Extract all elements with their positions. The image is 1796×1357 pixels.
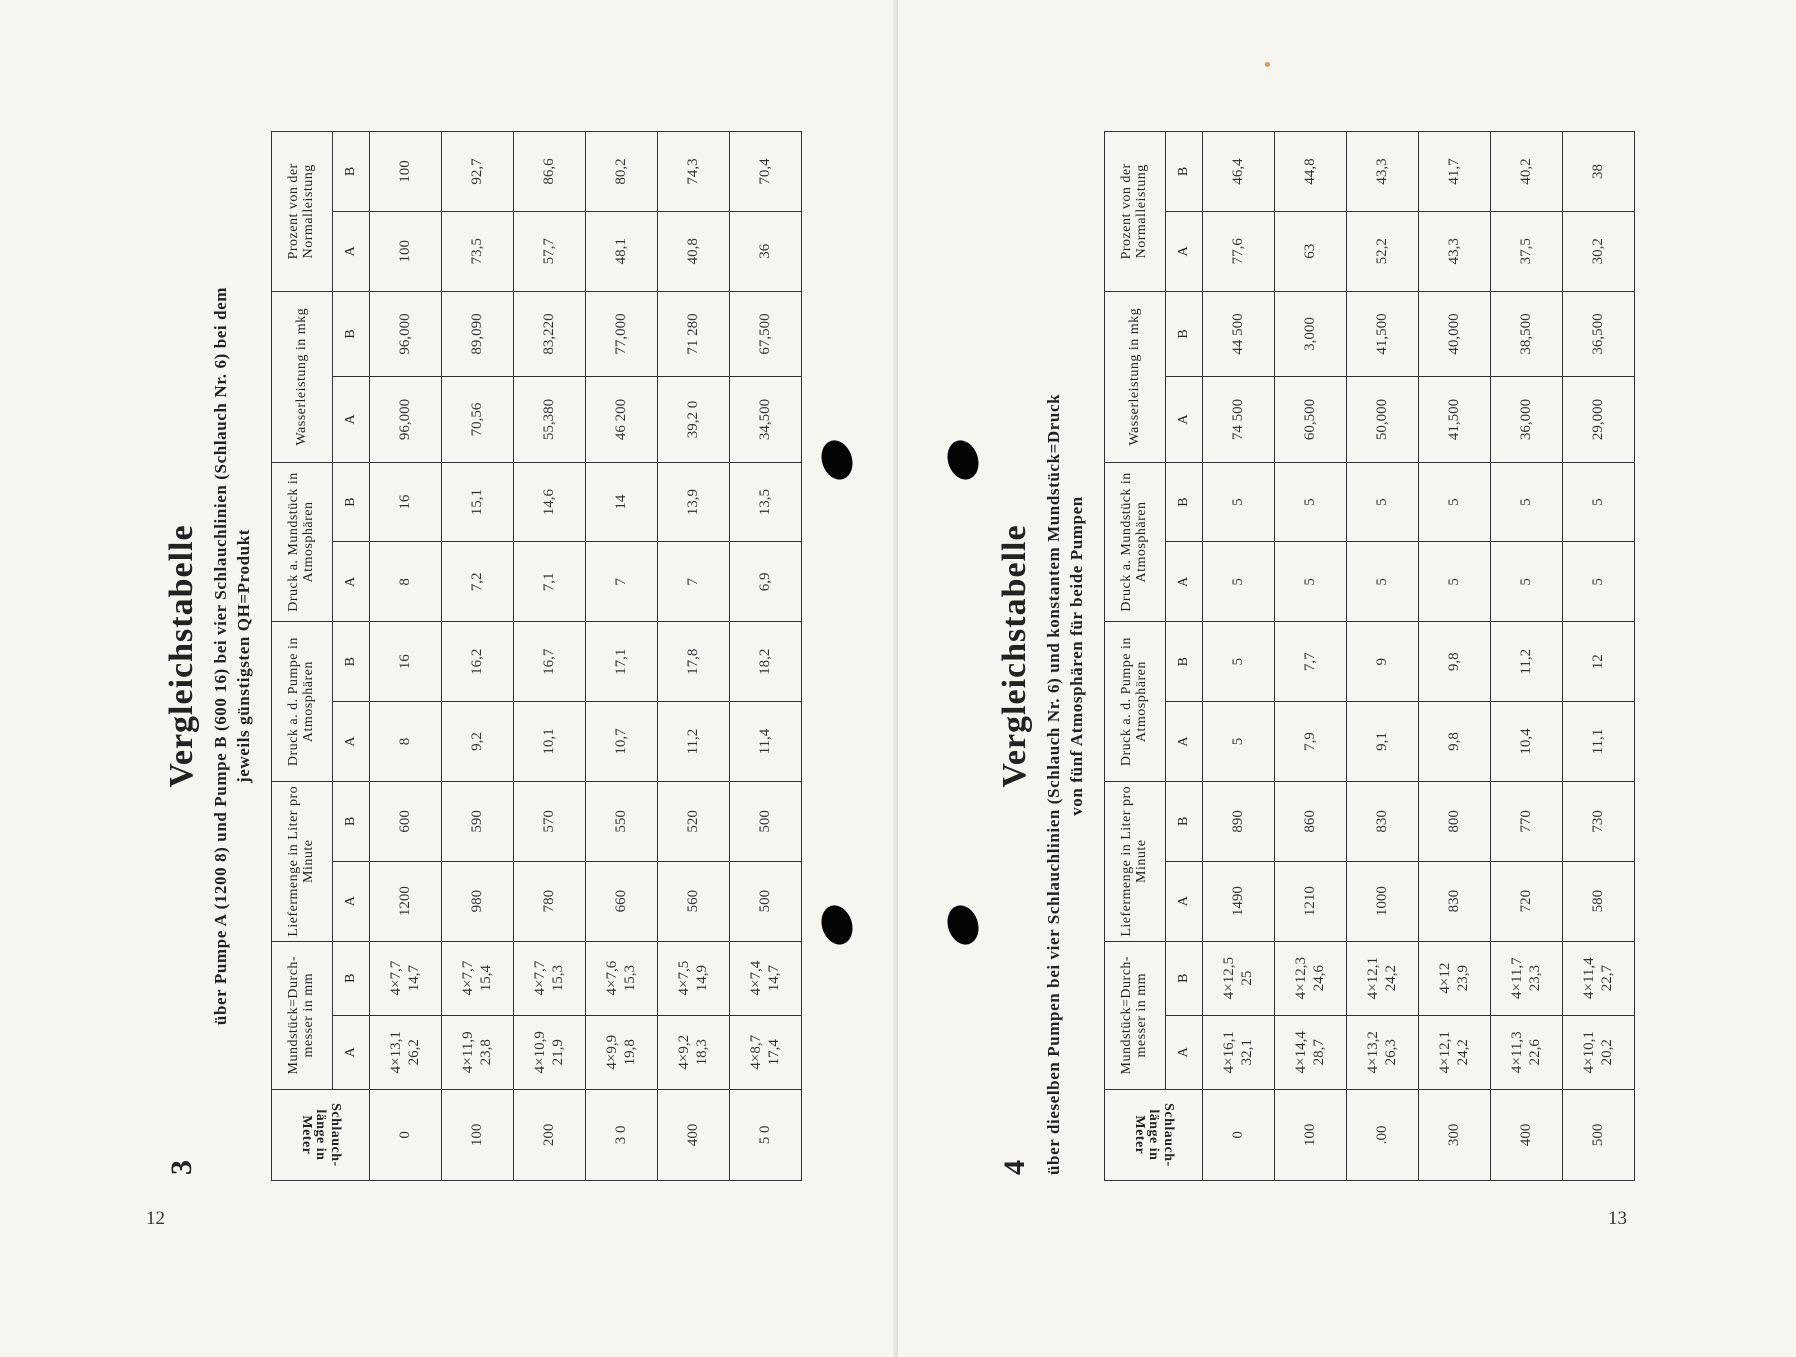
percent-header: Prozent von der Normalleistung <box>272 132 333 292</box>
nozzle-pressure-b-cell: 5 <box>1203 462 1275 542</box>
delivery-b-cell: 600 <box>370 781 442 861</box>
page-number: 12 <box>146 1208 165 1229</box>
col-a-header: A <box>333 542 370 622</box>
delivery-b-cell: 830 <box>1347 781 1419 861</box>
nozzle-pressure-b-cell: 5 <box>1347 462 1419 542</box>
hose-length-cell: 100 <box>1275 1089 1347 1180</box>
delivery-b-cell: 770 <box>1491 781 1563 861</box>
nozzle-a-cell: 4×12,1 24,2 <box>1419 1015 1491 1089</box>
hose-length-cell: 400 <box>1491 1089 1563 1180</box>
table-title: Vergleichstabelle <box>996 524 1033 788</box>
col-b-header: B <box>333 132 370 212</box>
delivery-a-cell: 980 <box>442 861 514 941</box>
percent-a-cell: 43,3 <box>1419 211 1491 291</box>
table-subtitle-2: jeweils günstigsten QH=Produkt <box>234 528 253 784</box>
hose-length-cell: 100 <box>442 1089 514 1180</box>
percent-b-cell: 46,4 <box>1203 132 1275 212</box>
col-a-header: A <box>333 861 370 941</box>
water-power-a-cell: 96,000 <box>370 377 442 463</box>
nozzle-a-cell: 4×8,7 17,4 <box>730 1015 802 1089</box>
nozzle-pressure-a-cell: 5 <box>1563 542 1635 622</box>
table-title: Vergleichstabelle <box>163 524 200 788</box>
delivery-b-cell: 550 <box>586 781 658 861</box>
water-power-b-cell: 44 500 <box>1203 291 1275 377</box>
water-power-b-cell: 40,000 <box>1419 291 1491 377</box>
pump-pressure-a-cell: 9,2 <box>442 702 514 782</box>
water-power-b-cell: 36,500 <box>1563 291 1635 377</box>
table-4-rotated <box>994 131 1624 1181</box>
comparison-table <box>1104 131 1635 1181</box>
col-b-header: B <box>333 622 370 702</box>
pump-pressure-a-cell: 7,9 <box>1275 702 1347 782</box>
water-power-a-cell: 55,380 <box>514 377 586 463</box>
col-b-header: B <box>333 781 370 861</box>
table-3-rotated <box>161 131 791 1181</box>
nozzle-b-cell: 4×12,3 24,6 <box>1275 941 1347 1015</box>
hose-length-cell: 200 <box>514 1089 586 1180</box>
nozzle-pressure-b-cell: 13,9 <box>658 462 730 542</box>
nozzle-a-cell: 4×13,2 26,3 <box>1347 1015 1419 1089</box>
percent-a-cell: 40,8 <box>658 211 730 291</box>
col-a-header: A <box>333 702 370 782</box>
col-b-header: B <box>333 291 370 377</box>
nozzle-b-cell: 4×11,7 23,3 <box>1491 941 1563 1015</box>
hose-length-cell: .00 <box>1347 1089 1419 1180</box>
nozzle-pressure-b-cell: 14,6 <box>514 462 586 542</box>
page-number: 13 <box>1608 1208 1627 1229</box>
water-power-a-cell: 50,000 <box>1347 377 1419 463</box>
col-a-header: A <box>1166 211 1203 291</box>
delivery-b-cell: 860 <box>1275 781 1347 861</box>
percent-a-cell: 30,2 <box>1563 211 1635 291</box>
pump-pressure-a-cell: 8 <box>370 702 442 782</box>
nozzle-pressure-a-cell: 5 <box>1419 542 1491 622</box>
percent-b-cell: 40,2 <box>1491 132 1563 212</box>
nozzle-pressure-b-cell: 5 <box>1491 462 1563 542</box>
water-power-a-cell: 74 500 <box>1203 377 1275 463</box>
percent-a-cell: 73,5 <box>442 211 514 291</box>
nozzle-b-cell: 4×7,4 14,7 <box>730 941 802 1015</box>
percent-b-cell: 38 <box>1563 132 1635 212</box>
pump-pressure-a-cell: 5 <box>1203 702 1275 782</box>
hose-length-cell: 400 <box>658 1089 730 1180</box>
table-number: 4 <box>998 1160 1031 1175</box>
right-page <box>898 0 1796 1357</box>
delivery-b-cell: 800 <box>1419 781 1491 861</box>
delivery-b-cell: 590 <box>442 781 514 861</box>
hose-length-cell: 300 <box>1419 1089 1491 1180</box>
pump-pressure-header: Druck a. d. Pumpe in Atmosphären <box>272 622 333 782</box>
nozzle-b-cell: 4×12 23,9 <box>1419 941 1491 1015</box>
table-number: 3 <box>165 1160 198 1175</box>
water-power-header: Wasserleistung in mkg <box>1105 291 1166 462</box>
percent-a-cell: 52,2 <box>1347 211 1419 291</box>
pump-pressure-b-cell: 16,2 <box>442 622 514 702</box>
nozzle-b-cell: 4×7,7 15,3 <box>514 941 586 1015</box>
water-power-b-cell: 77,000 <box>586 291 658 377</box>
nozzle-pressure-b-cell: 5 <box>1563 462 1635 542</box>
percent-a-cell: 48,1 <box>586 211 658 291</box>
col-b-header: B <box>1166 132 1203 212</box>
hose-length-cell: 500 <box>1563 1089 1635 1180</box>
hose-length-header: Schlauch- länge in Meter <box>272 1089 370 1180</box>
percent-b-cell: 70,4 <box>730 132 802 212</box>
nozzle-a-cell: 4×10,9 21,9 <box>514 1015 586 1089</box>
nozzle-b-cell: 4×7,6 15,3 <box>586 941 658 1015</box>
pump-pressure-b-cell: 16,7 <box>514 622 586 702</box>
nozzle-pressure-b-cell: 5 <box>1419 462 1491 542</box>
percent-b-cell: 80,2 <box>586 132 658 212</box>
nozzle-pressure-a-cell: 7,2 <box>442 542 514 622</box>
water-power-b-cell: 67,500 <box>730 291 802 377</box>
table-row <box>658 132 730 1181</box>
pump-pressure-b-cell: 12 <box>1563 622 1635 702</box>
delivery-b-cell: 730 <box>1563 781 1635 861</box>
paper-speck <box>1265 62 1270 67</box>
percent-a-cell: 63 <box>1275 211 1347 291</box>
delivery-a-cell: 1210 <box>1275 861 1347 941</box>
nozzle-pressure-b-cell: 13,5 <box>730 462 802 542</box>
col-a-header: A <box>1166 861 1203 941</box>
water-power-a-cell: 39,2 0 <box>658 377 730 463</box>
water-power-b-cell: 38,500 <box>1491 291 1563 377</box>
pump-pressure-a-cell: 11,1 <box>1563 702 1635 782</box>
nozzle-pressure-a-cell: 7,1 <box>514 542 586 622</box>
table-3-titlebar <box>161 131 271 1181</box>
water-power-header: Wasserleistung in mkg <box>272 291 333 462</box>
nozzle-pressure-b-cell: 15,1 <box>442 462 514 542</box>
table-row <box>1491 132 1563 1181</box>
water-power-a-cell: 41,500 <box>1419 377 1491 463</box>
punch-hole <box>817 901 858 948</box>
delivery-a-cell: 780 <box>514 861 586 941</box>
pump-pressure-b-cell: 18,2 <box>730 622 802 702</box>
col-b-header: B <box>1166 941 1203 1015</box>
table-row <box>514 132 586 1181</box>
delivery-a-cell: 830 <box>1419 861 1491 941</box>
nozzle-a-cell: 4×9,2 18,3 <box>658 1015 730 1089</box>
nozzle-b-cell: 4×12,5 25 <box>1203 941 1275 1015</box>
delivery-header: Liefermenge in Liter pro Minute <box>1105 781 1166 941</box>
delivery-a-cell: 580 <box>1563 861 1635 941</box>
col-a-header: A <box>1166 377 1203 463</box>
nozzle-pressure-a-cell: 7 <box>586 542 658 622</box>
percent-a-cell: 57,7 <box>514 211 586 291</box>
col-a-header: A <box>333 211 370 291</box>
nozzle-a-cell: 4×14,4 28,7 <box>1275 1015 1347 1089</box>
nozzle-a-cell: 4×16,1 32,1 <box>1203 1015 1275 1089</box>
nozzle-b-cell: 4×12,1 24,2 <box>1347 941 1419 1015</box>
nozzle-a-cell: 4×11,9 23,8 <box>442 1015 514 1089</box>
pump-pressure-a-cell: 10,1 <box>514 702 586 782</box>
water-power-a-cell: 70,56 <box>442 377 514 463</box>
percent-a-cell: 36 <box>730 211 802 291</box>
pump-pressure-a-cell: 9,8 <box>1419 702 1491 782</box>
col-b-header: B <box>1166 291 1203 377</box>
percent-b-cell: 44,8 <box>1275 132 1347 212</box>
percent-b-cell: 92,7 <box>442 132 514 212</box>
punch-hole <box>943 901 984 948</box>
delivery-b-cell: 890 <box>1203 781 1275 861</box>
punch-hole <box>943 436 984 483</box>
delivery-a-cell: 560 <box>658 861 730 941</box>
nozzle-pressure-a-cell: 7 <box>658 542 730 622</box>
table-row <box>370 132 442 1181</box>
nozzle-a-cell: 4×11,3 22,6 <box>1491 1015 1563 1089</box>
table-subtitle-1: über dieselben Pumpen bei vier Schlauchlinien (Schlauch Nr. 6) und konstantem Mundstück=Druck <box>1044 393 1063 1175</box>
water-power-a-cell: 60,500 <box>1275 377 1347 463</box>
water-power-b-cell: 71 280 <box>658 291 730 377</box>
nozzle-b-cell: 4×11,4 22,7 <box>1563 941 1635 1015</box>
pump-pressure-b-cell: 9 <box>1347 622 1419 702</box>
water-power-b-cell: 41,500 <box>1347 291 1419 377</box>
nozzle-a-cell: 4×9,9 19,8 <box>586 1015 658 1089</box>
hose-length-cell: 3 0 <box>586 1089 658 1180</box>
delivery-b-cell: 500 <box>730 781 802 861</box>
delivery-a-cell: 1490 <box>1203 861 1275 941</box>
pump-pressure-header: Druck a. d. Pumpe in Atmosphären <box>1105 622 1166 782</box>
nozzle-pressure-header: Druck a. Mundstück in Atmosphären <box>272 462 333 622</box>
table-row <box>586 132 658 1181</box>
percent-a-cell: 100 <box>370 211 442 291</box>
nozzle-pressure-b-cell: 16 <box>370 462 442 542</box>
water-power-a-cell: 46 200 <box>586 377 658 463</box>
pump-pressure-b-cell: 17,8 <box>658 622 730 702</box>
hose-length-header: Schlauch- länge in Meter <box>1105 1089 1203 1180</box>
nozzle-diameter-header: Mundstück=Durch- messer in mm <box>272 941 333 1089</box>
table-row <box>1419 132 1491 1181</box>
col-b-header: B <box>333 462 370 542</box>
col-a-header: A <box>333 377 370 463</box>
percent-a-cell: 77,6 <box>1203 211 1275 291</box>
pump-pressure-a-cell: 11,2 <box>658 702 730 782</box>
nozzle-pressure-b-cell: 5 <box>1275 462 1347 542</box>
nozzle-diameter-header: Mundstück=Durch- messer in mm <box>1105 941 1166 1089</box>
nozzle-pressure-a-cell: 5 <box>1275 542 1347 622</box>
nozzle-b-cell: 4×7,5 14,9 <box>658 941 730 1015</box>
water-power-a-cell: 29,000 <box>1563 377 1635 463</box>
percent-b-cell: 74,3 <box>658 132 730 212</box>
pump-pressure-b-cell: 5 <box>1203 622 1275 702</box>
pump-pressure-b-cell: 16 <box>370 622 442 702</box>
delivery-a-cell: 720 <box>1491 861 1563 941</box>
water-power-b-cell: 83,220 <box>514 291 586 377</box>
hose-length-cell: 0 <box>1203 1089 1275 1180</box>
col-b-header: B <box>1166 622 1203 702</box>
percent-b-cell: 43,3 <box>1347 132 1419 212</box>
delivery-a-cell: 1000 <box>1347 861 1419 941</box>
nozzle-pressure-a-cell: 5 <box>1347 542 1419 622</box>
water-power-b-cell: 89,090 <box>442 291 514 377</box>
nozzle-pressure-a-cell: 5 <box>1491 542 1563 622</box>
delivery-a-cell: 660 <box>586 861 658 941</box>
table-row <box>1347 132 1419 1181</box>
delivery-a-cell: 1200 <box>370 861 442 941</box>
table-row <box>1275 132 1347 1181</box>
nozzle-pressure-a-cell: 5 <box>1203 542 1275 622</box>
nozzle-pressure-header: Druck a. Mundstück in Atmosphären <box>1105 462 1166 622</box>
table-row <box>1563 132 1635 1181</box>
table-row <box>442 132 514 1181</box>
table-subtitle-2: von fünf Atmosphären für beide Pumpen <box>1067 496 1086 816</box>
comparison-table <box>271 131 802 1181</box>
water-power-a-cell: 34,500 <box>730 377 802 463</box>
pump-pressure-a-cell: 10,7 <box>586 702 658 782</box>
pump-pressure-b-cell: 17,1 <box>586 622 658 702</box>
percent-header: Prozent von der Normalleistung <box>1105 132 1166 292</box>
water-power-b-cell: 3,000 <box>1275 291 1347 377</box>
pump-pressure-a-cell: 10,4 <box>1491 702 1563 782</box>
percent-b-cell: 100 <box>370 132 442 212</box>
col-b-header: B <box>333 941 370 1015</box>
col-a-header: A <box>1166 542 1203 622</box>
table-row <box>1203 132 1275 1181</box>
nozzle-pressure-b-cell: 14 <box>586 462 658 542</box>
hose-length-cell: 5 0 <box>730 1089 802 1180</box>
pump-pressure-b-cell: 9,8 <box>1419 622 1491 702</box>
percent-a-cell: 37,5 <box>1491 211 1563 291</box>
delivery-b-cell: 570 <box>514 781 586 861</box>
col-b-header: B <box>1166 781 1203 861</box>
table-4-titlebar <box>994 131 1104 1181</box>
col-b-header: B <box>1166 462 1203 542</box>
water-power-b-cell: 96,000 <box>370 291 442 377</box>
water-power-a-cell: 36,000 <box>1491 377 1563 463</box>
pump-pressure-a-cell: 9,1 <box>1347 702 1419 782</box>
punch-hole <box>817 436 858 483</box>
delivery-header: Liefermenge in Liter pro Minute <box>272 781 333 941</box>
pump-pressure-b-cell: 11,2 <box>1491 622 1563 702</box>
table-subtitle-1: über Pumpe A (1200 8) und Pumpe B (600 16) bei vier Schlauchlinien (Schlauch Nr. 6) bei dem <box>211 286 230 1026</box>
percent-b-cell: 86,6 <box>514 132 586 212</box>
nozzle-b-cell: 4×7,7 14,7 <box>370 941 442 1015</box>
delivery-a-cell: 500 <box>730 861 802 941</box>
percent-b-cell: 41,7 <box>1419 132 1491 212</box>
nozzle-b-cell: 4×7,7 15,4 <box>442 941 514 1015</box>
nozzle-a-cell: 4×10,1 20,2 <box>1563 1015 1635 1089</box>
nozzle-a-cell: 4×13,1 26,2 <box>370 1015 442 1089</box>
hose-length-cell: 0 <box>370 1089 442 1180</box>
nozzle-pressure-a-cell: 6,9 <box>730 542 802 622</box>
col-a-header: A <box>1166 1015 1203 1089</box>
col-a-header: A <box>333 1015 370 1089</box>
pump-pressure-a-cell: 11,4 <box>730 702 802 782</box>
pump-pressure-b-cell: 7,7 <box>1275 622 1347 702</box>
col-a-header: A <box>1166 702 1203 782</box>
nozzle-pressure-a-cell: 8 <box>370 542 442 622</box>
delivery-b-cell: 520 <box>658 781 730 861</box>
table-row <box>730 132 802 1181</box>
